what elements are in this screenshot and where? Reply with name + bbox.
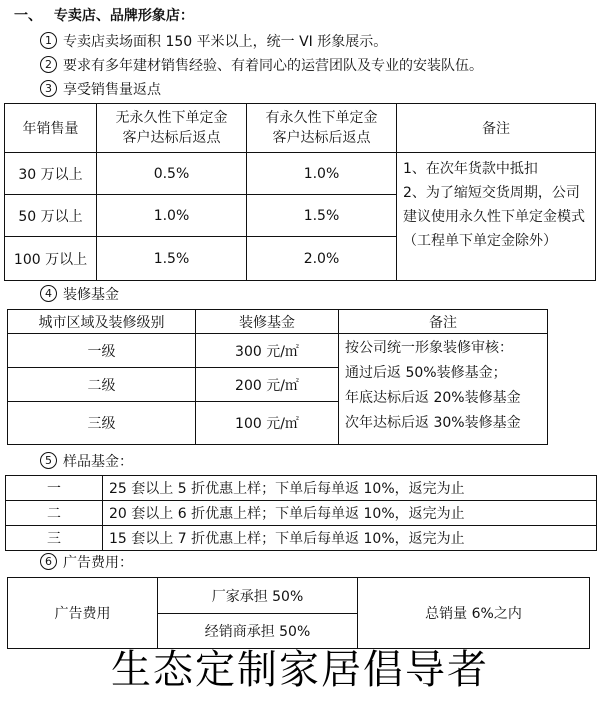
table-cell: 经销商承担 50% — [158, 614, 358, 649]
table-cell: 100 元/㎡ — [196, 402, 339, 445]
table-cell: 1.5% — [247, 195, 397, 237]
table-cell: 二 — [6, 501, 103, 526]
table-cell: 100 万以上 — [5, 237, 97, 281]
table-cell: 25 套以上 5 折优惠上样；下单后每单返 10%，返完为止 — [103, 476, 597, 501]
table-cell: 2.0% — [247, 237, 397, 281]
table-cell: 三级 — [8, 402, 196, 445]
list-item-text: 要求有多年建材销售经验、有着同心的运营团队及专业的安装队伍。 — [63, 58, 483, 74]
table-cell: 一 — [6, 476, 103, 501]
section-heading-text: 装修基金 — [63, 287, 119, 303]
section-heading — [40, 553, 133, 573]
table-row — [6, 526, 597, 551]
header-cell: 备注 — [339, 310, 548, 334]
list-item-text: 享受销售量返点 — [63, 82, 161, 98]
section-heading — [40, 452, 133, 472]
table-cell: 200 元/㎡ — [196, 368, 339, 402]
circled-number: 2 — [40, 56, 57, 73]
list-item — [40, 32, 387, 52]
circled-number: 3 — [40, 80, 57, 97]
table-row — [6, 501, 597, 526]
header-cell: 备注 — [397, 104, 596, 153]
table-cell: 广告费用 — [8, 578, 158, 649]
decoration-table — [7, 309, 548, 445]
table-cell: 0.5% — [97, 153, 247, 195]
list-item — [40, 56, 483, 76]
table-cell: 1.0% — [247, 153, 397, 195]
table-cell: 一级 — [8, 334, 196, 368]
table-cell: 50 万以上 — [5, 195, 97, 237]
header-cell: 城市区域及装修级别 — [8, 310, 196, 334]
table-cell: 1.0% — [97, 195, 247, 237]
table-cell: 15 套以上 7 折优惠上样；下单后每单返 10%，返完为止 — [103, 526, 597, 551]
table-cell: 二级 — [8, 368, 196, 402]
note-cell: 按公司统一形象装修审核： 通过后返 50%装修基金； 年底达标后返 20%装修基金 次年达标后返 30%装修基金 — [339, 334, 548, 445]
sample-table — [5, 475, 597, 551]
header-cell: 无永久性下单定金 客户达标后返点 — [97, 104, 247, 153]
table-cell: 300 元/㎡ — [196, 334, 339, 368]
circled-number: 4 — [40, 285, 57, 302]
section-heading-text: 广告费用： — [63, 555, 133, 571]
section-heading: 一、 专卖店、品牌形象店： — [14, 8, 194, 24]
advertising-table — [7, 577, 590, 649]
header-cell: 年销售量 — [5, 104, 97, 153]
table-cell: 20 套以上 6 折优惠上样；下单后每单返 10%，返完为止 — [103, 501, 597, 526]
header-cell: 有永久性下单定金 客户达标后返点 — [247, 104, 397, 153]
note-cell: 1、在次年货款中抵扣 2、为了缩短交货周期，公司建议使用永久性下单定金模式（工程单下单定金除外） — [397, 153, 596, 281]
list-item-text: 专卖店卖场面积 150 平米以上，统一 VI 形象展示。 — [63, 34, 388, 50]
table-cell: 30 万以上 — [5, 153, 97, 195]
section-heading — [40, 285, 119, 305]
table-cell: 厂家承担 50% — [158, 578, 358, 614]
circled-number: 5 — [40, 452, 57, 469]
table-cell: 总销量 6%之内 — [358, 578, 590, 649]
table-row — [6, 476, 597, 501]
section-heading-text: 样品基金： — [63, 454, 133, 470]
circled-number: 1 — [40, 32, 57, 49]
list-item — [40, 80, 161, 100]
header-cell: 装修基金 — [196, 310, 339, 334]
table-row — [8, 334, 548, 368]
circled-number: 6 — [40, 553, 57, 570]
table-cell: 1.5% — [97, 237, 247, 281]
table-row — [5, 153, 596, 195]
table-cell: 三 — [6, 526, 103, 551]
rebate-table — [4, 103, 596, 281]
slogan: 生态定制家居倡导者 — [111, 647, 489, 693]
